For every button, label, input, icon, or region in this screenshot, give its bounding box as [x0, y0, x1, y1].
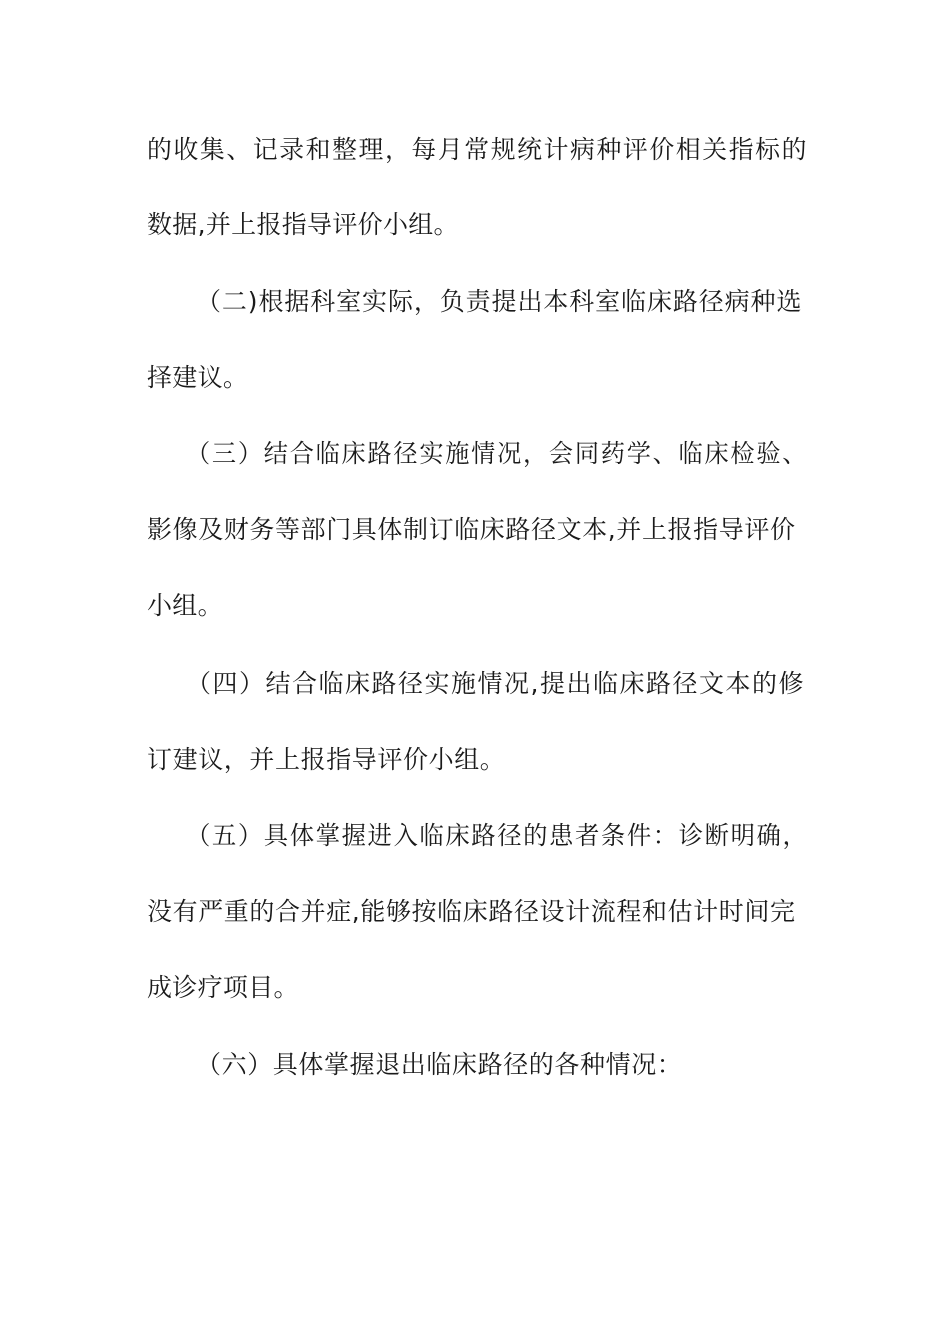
text-line: （二)根据科室实际，负责提出本科室临床路径病种选 [196, 287, 803, 316]
text-line: 成诊疗项目。 [147, 973, 299, 1002]
text-line: 择建议。 [147, 363, 249, 392]
text-line: 影像及财务等部门具体制订临床路径文本,并上报指导评价 [147, 515, 796, 544]
text-line: 数据,并上报指导评价小组。 [147, 210, 459, 239]
text-line: 小组。 [147, 591, 223, 620]
text-line: 没有严重的合并症,能够按临床路径设计流程和估计时间完 [147, 897, 796, 926]
text-line: （四）结合临床路径实施情况,提出临床路径文本的修 [186, 669, 805, 698]
text-line: 订建议，并上报指导评价小组。 [147, 745, 506, 774]
text-line: （五）具体掌握进入临床路径的患者条件：诊断明确， [186, 821, 809, 850]
text-line: （三）结合临床路径实施情况，会同药学、临床检验、 [186, 439, 809, 468]
text-line: （六）具体掌握退出临床路径的各种情况： [196, 1050, 683, 1079]
text-line: 的收集、记录和整理，每月常规统计病种评价相关指标的 [147, 135, 809, 164]
